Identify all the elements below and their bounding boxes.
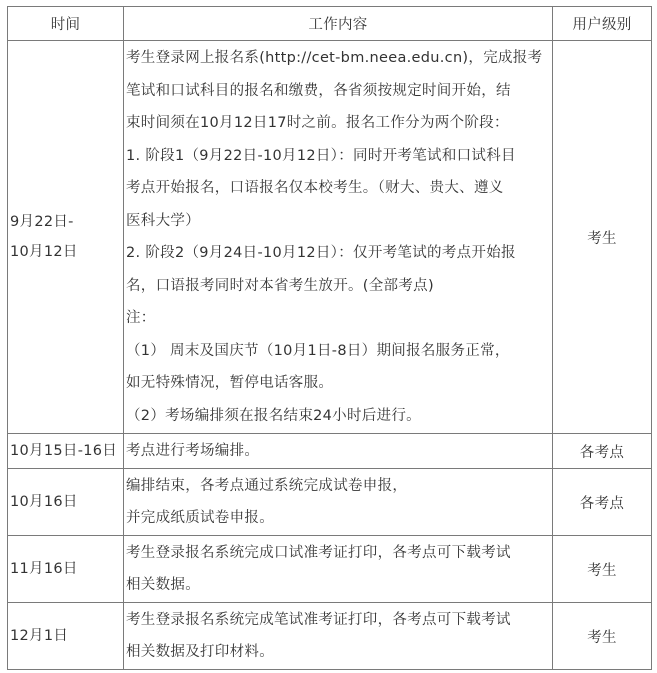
content-line: 考点开始报名，口语报名仅本校考生。（财大、贵大、遵义 [126,180,504,196]
table-row [8,603,652,670]
table-row [8,434,652,469]
content-cell [124,434,553,469]
level-cell: 各考点 [553,434,652,469]
time-cell [8,469,124,536]
level-cell: 考生 [553,536,652,603]
content-line: 并完成纸质试卷申报。 [126,510,274,526]
content-cell [124,469,553,536]
time-line: 10月16日 [10,494,78,510]
content-line: （1） 周末及国庆节（10月1日-8日）期间报名服务正常， [126,342,510,359]
content-line: 考生登录报名系统完成笔试准考证打印，各考点可下载考试 [126,611,511,628]
content-cell [124,536,553,603]
header-time: 时间 [8,7,124,41]
table-row [8,536,652,603]
content-line: 相关数据及打印材料。 [126,644,274,660]
content-line: 考生登录报名系统完成口试准考证打印，各考点可下载考试 [126,544,511,561]
time-line: 12月1日 [10,628,69,644]
content-cell [124,603,553,670]
time-line: 11月16日 [10,561,78,577]
content-line: 2. 阶段2（9月24日-10月12日）：仅开考笔试的考点开始报 [126,245,516,261]
content-line: 医科大学） [126,212,200,229]
header-content: 工作内容 [124,7,553,41]
content-cell [124,41,553,434]
header-level: 用户级别 [553,7,652,41]
time-cell [8,434,124,469]
content-line: 相关数据。 [126,577,200,593]
content-line: 名，口语报考同时对本省考生放开。(全部考点) [126,277,434,294]
content-line: 1. 阶段1（9月22日-10月12日）：同时开考笔试和口试科目 [126,147,516,164]
header-row [8,7,652,41]
content-line: 考生登录网上报名系(http://cet-bm.neea.edu.cn)，完成报考 [126,50,543,66]
table-row [8,41,652,434]
level-cell: 各考点 [553,469,652,536]
content-line: 束时间须在10月12日17时之前。报名工作分为两个阶段： [126,115,509,131]
time-line: 10月12日 [10,244,78,260]
time-line: 10月15日-16日 [10,443,118,459]
time-cell [8,41,124,434]
level-cell: 考生 [553,41,652,434]
content-line: （2）考场编排须在报名结束24小时后进行。 [126,407,421,424]
table-row [8,469,652,536]
time-cell [8,536,124,603]
content-line: 考点进行考场编排。 [126,442,260,459]
content-line: 编排结束，各考点通过系统完成试卷申报， [126,477,408,494]
time-cell [8,603,124,670]
content-line: 注： [126,310,156,326]
level-cell: 考生 [553,603,652,670]
time-line: 9月22日- [10,214,74,230]
schedule-table [7,6,652,670]
content-line: 笔试和口试科目的报名和缴费，各省须按规定时间开始，结 [126,82,511,99]
content-line: 如无特殊情况，暂停电话客服。 [126,375,334,391]
